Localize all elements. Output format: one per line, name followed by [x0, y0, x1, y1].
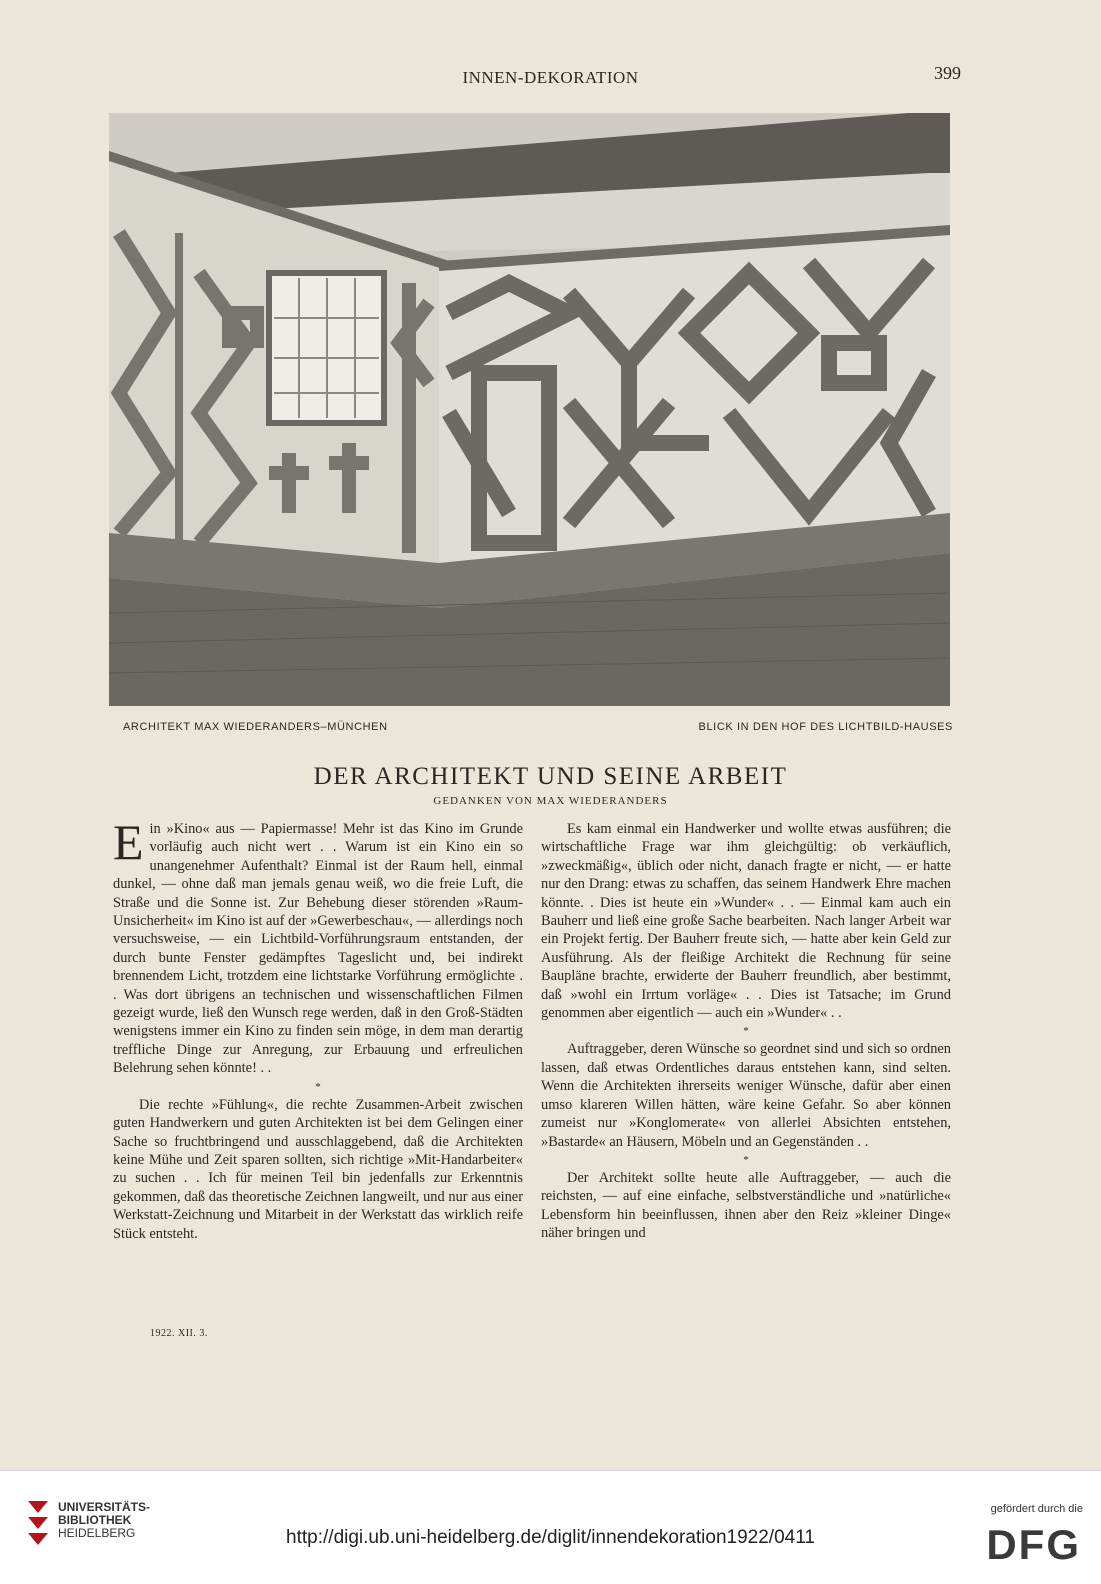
sponsor-text: gefördert durch die	[990, 1503, 1083, 1515]
dfg-logo[interactable]: DFG	[986, 1521, 1081, 1568]
section-star: *	[315, 1080, 321, 1093]
page-number: 399	[934, 63, 961, 83]
paragraph: Es kam einmal ein Handwerker und wollte etwas ausführen; die wirtschaftliche Frage war ihm gleichgültig: ob verkäuflich, »zweckmäßig«, üblich oder nicht, danach fragte er nicht, — er hatte nur den Drang: etwas zu schaffen, das seinem Handwerk Ehre machen könnte. . Dies ist heute ein »Wunder« . . — Einmal kam auch ein Bauherr und ließ eine große Sache bearbeiten. Nach langer Arbeit war ein Projekt fertig. Der Bauherr freute sich, — hatte aber kein Geld zur Ausführung. Als der fleißige Architekt die Rechnung für seine Baupläne brachte, erwiderte der Bauherr freundlich, aber bestimmt, daß »wohl ein Irrtum vorläge« . . Dies ist Tatsache; im Grund genommen aber eigentlich — auch ein »Wunder« . .	[541, 821, 951, 1022]
paragraph: Der Architekt sollte heute alle Auftraggeber, — auch die reichsten, — auf eine einfache, selbstverständliche und »natürliche« Lebensform hin beeinflussen, ihnen aber den Reiz »kleiner Dinge« näher bringen und	[541, 1169, 951, 1242]
permalink-url[interactable]: http://digi.ub.uni-heidelberg.de/diglit/innendekoration1922/0411	[286, 1527, 815, 1548]
paragraph	[113, 814, 523, 1078]
library-name-line: UNIVERSITÄTS-	[58, 1500, 151, 1514]
library-name-line: HEIDELBERG	[58, 1526, 136, 1540]
article-subtitle: GEDANKEN VON MAX WIEDERANDERS	[433, 795, 668, 807]
text-column-right	[541, 820, 951, 1243]
paragraph-text: in »Kino« aus — Papiermasse! Mehr ist das Kino im Grunde vorläufig auch nicht wert . . Warum ist ein Kino ein so unangenehmer Aufenthalt? Einmal ist der Raum hell, einmal dunkel, — ohne daß man jemals genau weiß, wo die freie Luft, die Straße und die Sonne ist. Zur Behebung dieser störenden »Raum-Unsicherheit« im Kino ist auf der »Gewerbeschau«, — allerdings noch versuchsweise, — ein Lichtbild-Vorführungsraum entstanden, der durch bunte Fenster gedämpftes Tageslicht und, bei indirekt brennendem Licht, trotzdem eine lichtstarke Vorführung ermöglichte . . Was dort übrigens an technischen und wissenschaftlichen Filmen gezeigt wurde, ließ den Wunsch rege werden, daß in den Groß-Städten wenigstens immer ein Kino zu finden sein möge, in dem man derartig treffliche Dinge zur Anregung, zur Erbauung und erfreulichen Belehrung sehen könnte! . .	[113, 821, 523, 1077]
running-head: INNEN-DEKORATION	[462, 68, 639, 87]
text-column-left	[113, 814, 523, 1243]
section-star: *	[743, 1025, 749, 1038]
viewer-footer	[0, 1470, 1101, 1584]
drop-cap: E	[113, 814, 144, 870]
paragraph: Auftraggeber, deren Wünsche so geordnet sind und sich so ordnen lassen, daß etwas Ordentliches daraus entstehen kann, sind selten. Wenn die Architekten ihrerseits weniger Wünsche, dafür aber einen umso klareren Willen hätten, wäre keine Gefahr. So aber können zumeist nur »Konglomerate« von allerlei Absichten entstehen, »Bastarde« an Häusern, Möbeln und an Gegenständen . .	[541, 1041, 951, 1150]
photo-caption-architect: ARCHITEKT MAX WIEDERANDERS–MÜNCHEN	[123, 721, 388, 733]
section-star: *	[743, 1153, 749, 1166]
courtyard-photograph	[109, 113, 950, 706]
article-title: DER ARCHITEKT UND SEINE ARBEIT	[313, 763, 788, 790]
library-name-line: BIBLIOTHEK	[58, 1513, 132, 1527]
photo-caption-description: BLICK IN DEN HOF DES LICHTBILD-HAUSES	[698, 721, 953, 733]
paragraph: Die rechte »Fühlung«, die rechte Zusammen-Arbeit zwischen guten Handwerkern und guten Architekten ist bei dem Gelingen einer Sache so fruchtbringend und ausschlaggebend, daß die Architekten keine Mühe und Zeit sparen sollten, sich richtige »Mit-Handarbeiter« zu suchen . . Ich für meinen Teil bin jedenfalls zur Erkenntnis gekommen, daß das theoretische Zeichnen langweilt, und nur aus einer Werkstatt-Zeichnung und Mitarbeit in der Werkstatt das wirklich reife Stück entsteht.	[113, 1096, 523, 1242]
printer-mark: 1922. XII. 3.	[150, 1328, 208, 1339]
